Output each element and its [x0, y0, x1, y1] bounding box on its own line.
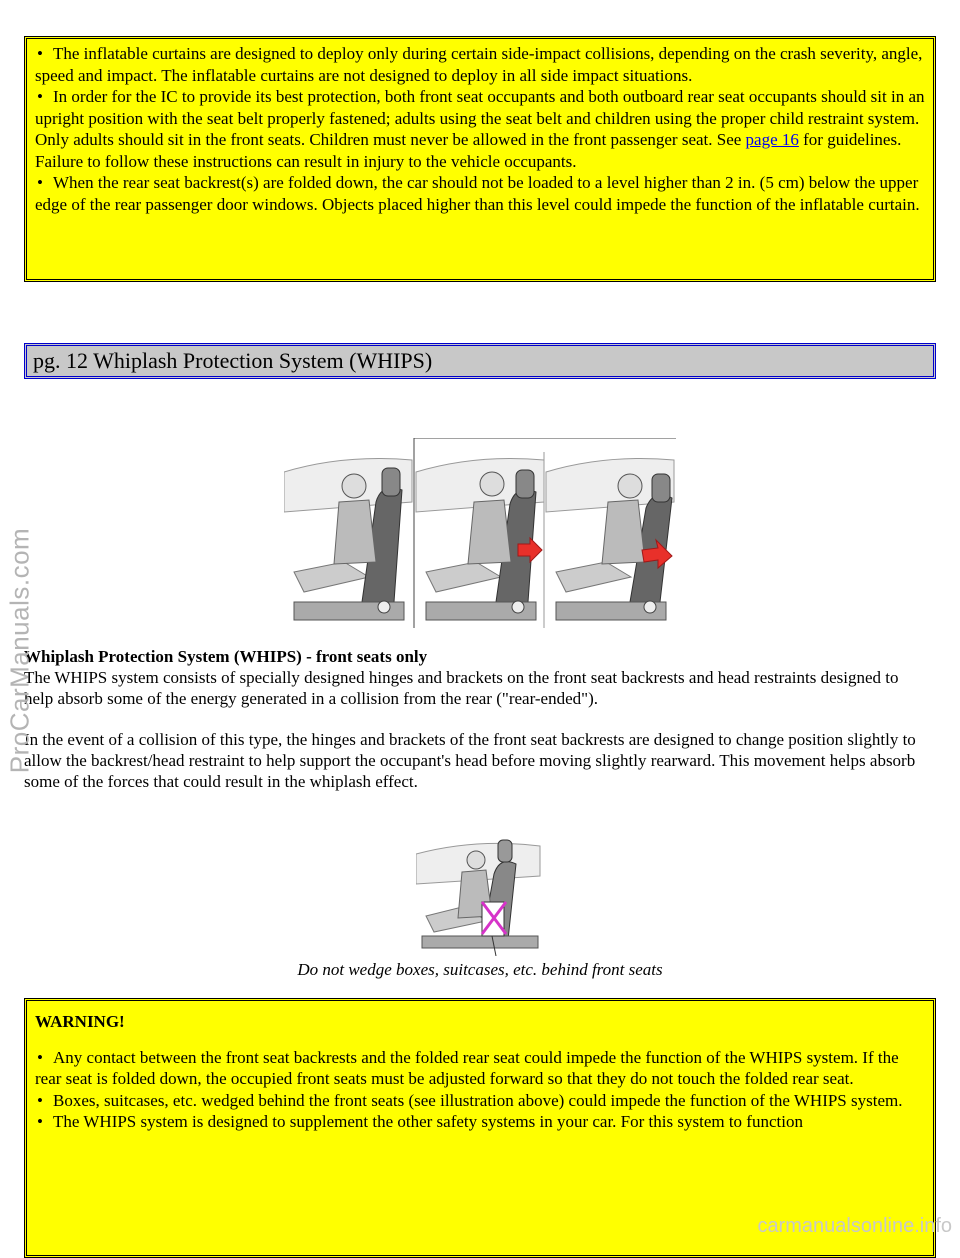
wedged-box-figure: [416, 836, 542, 956]
bullet-item: • The WHIPS system is designed to supplement the other safety systems in your car. For this system to function: [37, 1112, 803, 1131]
bullet-item: • Any contact between the front seat backrests and the folded rear seat could impede the function of the WHIPS system. If the rear seat is folded down, the occupied front seats must be adjusted forward so that they do not touch the folded rear seat.: [35, 1047, 899, 1088]
whips-paragraph-1: The WHIPS system consists of specially designed hinges and brackets on the front seat backrests and head restraints designed to help absorb some of the energy generated in a collision from the rear ("rear-ended").: [24, 668, 899, 708]
bullet-item: • Boxes, suitcases, etc. wedged behind the front seats (see illustration above) could impede the function of the WHIPS system.: [37, 1090, 903, 1110]
bullet-item: • The inflatable curtains are designed to deploy only during certain side-impact collisions, depending on the crash severity, angle, speed and impact. The inflatable curtains are not designed to deploy in all side impact situations.: [35, 44, 923, 85]
whips-seat-stages-figure: [284, 438, 676, 628]
whips-illustration: [284, 438, 676, 628]
figure-caption: Do not wedge boxes, suitcases, etc. behind front seats: [297, 960, 663, 979]
bullet-item: • In order for the IC to provide its best protection, both front seat occupants and both outboard rear seat occupants should sit in an upright position with the seat belt properly fastened; adults using the seat belt and children using the proper child restraint system. Only adults should sit in the front seats. Children must never be allowed in the front passenger seat. See page 16 for guidelines. Failure to follow these instructions can result in injury to the vehicle occupants.: [35, 87, 925, 171]
page-16-link[interactable]: page 16: [745, 130, 799, 149]
inflatable-curtain-notes-box: [24, 36, 936, 282]
whips-subtitle: Whiplash Protection System (WHIPS) - front seats only: [24, 647, 428, 666]
whips-paragraph-2: In the event of a collision of this type, the hinges and brackets of the front seat backrests are designed to change position slightly to allow the backrest/head restraint to help support the occupant's head before moving slightly rearward. This movement helps absorb some of the forces that could result in the whiplash effect.: [24, 730, 916, 791]
warning-title: WARNING!: [35, 1012, 125, 1031]
footer-watermark: carmanualsonline.info: [757, 1215, 952, 1237]
bullet-item: • When the rear seat backrest(s) are folded down, the car should not be loaded to a level higher than 2 in. (5 cm) below the upper edge of the rear passenger door windows. Objects placed higher than this level could impede the function of the inflatable curtain.: [35, 173, 920, 214]
side-watermark: ProCarManuals.com: [4, 527, 35, 774]
section-heading: pg. 12 Whiplash Protection System (WHIPS): [24, 343, 936, 379]
